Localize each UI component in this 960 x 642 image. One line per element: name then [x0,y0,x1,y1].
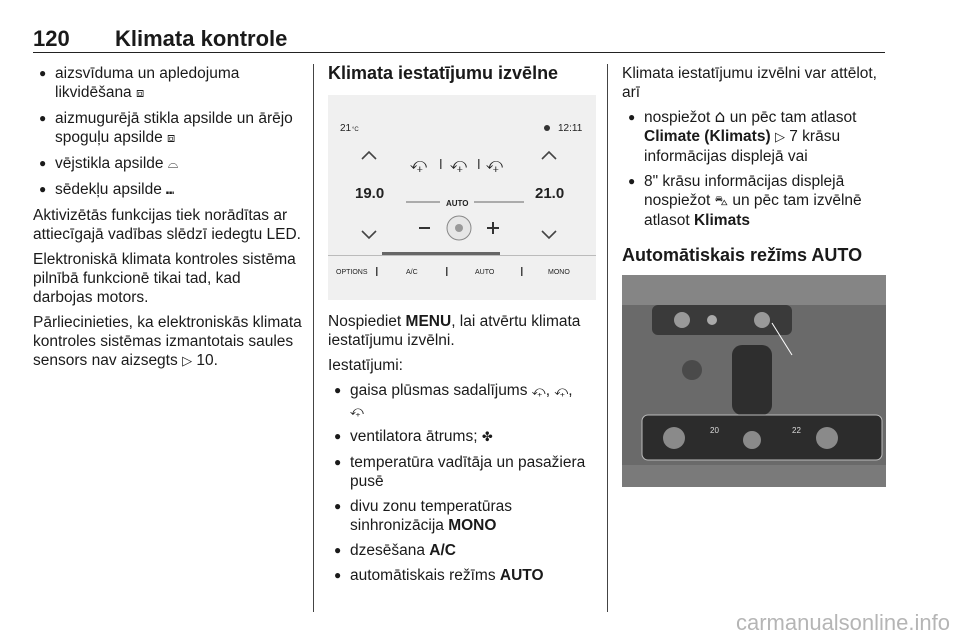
paragraph: Nospiediet MENU, lai atvērtu klimata iestatījumu izvēlni. [328,313,581,349]
clock: 12:11 [558,123,583,134]
paragraph: Elektroniskā klimata kontroles sistēma pilnībā funkcionē tikai tad, kad darbojas motors. [33,251,296,306]
airflow-feet-icon: ⤽ [350,404,364,419]
list-item: ● vējstikla apsilde ⌓ [33,154,303,174]
svg-text:°C: °C [352,127,359,133]
page-number: 120 [33,26,70,51]
climate-panel-photo [622,275,886,487]
watermark: carmanualsonline.info [735,610,950,635]
column-left [33,64,303,377]
auto-label: AUTO [446,199,469,208]
menu-options: OPTIONS [336,269,368,276]
page-header [33,26,885,53]
photo-left-temp: 20 [710,426,719,435]
home-icon: ⌂ [714,107,726,127]
settings-icon [544,125,550,131]
windscreen-heat-icon: ⌓ [167,157,179,172]
climate-menu-screenshot [328,95,596,300]
right-temperature: 21.0 [535,185,565,202]
list-item: ● aizsvīduma un apledojuma likvidēšana ⧈ [33,64,303,103]
list-item: ● 8" krāsu informācijas displejā nospiežot ⛍ un pēc tam izvēlnē atlasot Klimats [622,172,890,230]
paragraph: Iestatījumi: [328,357,403,374]
column-divider [607,64,608,612]
list-item: ● gaisa plūsmas sadalījums ⤽, ⤽, ⤽ [328,381,596,421]
list-item: ● temperatūra vadītāja un pasažiera pusē [328,453,596,491]
airflow-body-icon: ⤽ [554,384,569,399]
section-heading: Klimata iestatījumu izvēlne [328,63,559,83]
column-middle [328,64,596,591]
outside-temperature: 21 [340,123,352,134]
column-divider [313,64,314,612]
page-ref-icon: ▷ [182,354,193,369]
list-item: ● ventilatora ātrums; ✤ [328,427,596,447]
page-title: Klimata kontrole [115,26,288,51]
page-ref-icon: ▷ [774,130,785,145]
section-heading: Automātiskais režīms AUTO [622,245,863,265]
paragraph: Pārliecinieties, ka elektroniskās klimata kontroles sistēmas izmantotais saules sensors nav aizsegts ▷ 10. [33,314,302,369]
column-right [622,64,890,487]
airflow-body-icon: ⤽ [450,156,468,173]
photo-right-temp: 22 [792,426,801,435]
seat-heat-icon: ⑉ [166,183,174,198]
list-item: ● aizmugurējā stikla apsilde un ārējo spoguļu apsilde ⧈ [33,109,303,148]
list-item: ● divu zonu temperatūras sinhronizācija MONO [328,497,596,535]
paragraph: Aktivizētās funkcijas tiek norādītas ar attiecīgajā vadības slēdzī iedegtu LED. [33,207,301,243]
list-item: ● dzesēšana A/C [328,541,596,560]
fan-icon: ✤ [481,430,493,445]
menu-auto: AUTO [475,269,495,276]
list-item: ● sēdekļu apsilde ⑉ [33,180,303,200]
menu-progress [382,252,500,255]
list-item: ● nospiežot ⌂ un pēc tam atlasot Climate (Klimats) ▷ 7 krāsu informācijas displejā vai [622,108,890,166]
airflow-feet-icon: ⤽ [486,156,504,173]
car-menu-icon: ⛍ [714,194,729,209]
airflow-windscreen-icon: ⤽ [410,156,428,173]
airflow-windscreen-icon: ⤽ [531,384,546,399]
rear-window-heat-icon: ⧈ [167,131,176,146]
list-item: ● automātiskais režīms AUTO [328,566,596,585]
paragraph: Klimata iestatījumu izvēlni var attēlot, arī [622,65,877,101]
menu-ac: A/C [406,269,418,276]
defrost-icon: ⧈ [136,86,145,101]
menu-mono: MONO [548,269,570,276]
left-temperature: 19.0 [355,185,385,202]
